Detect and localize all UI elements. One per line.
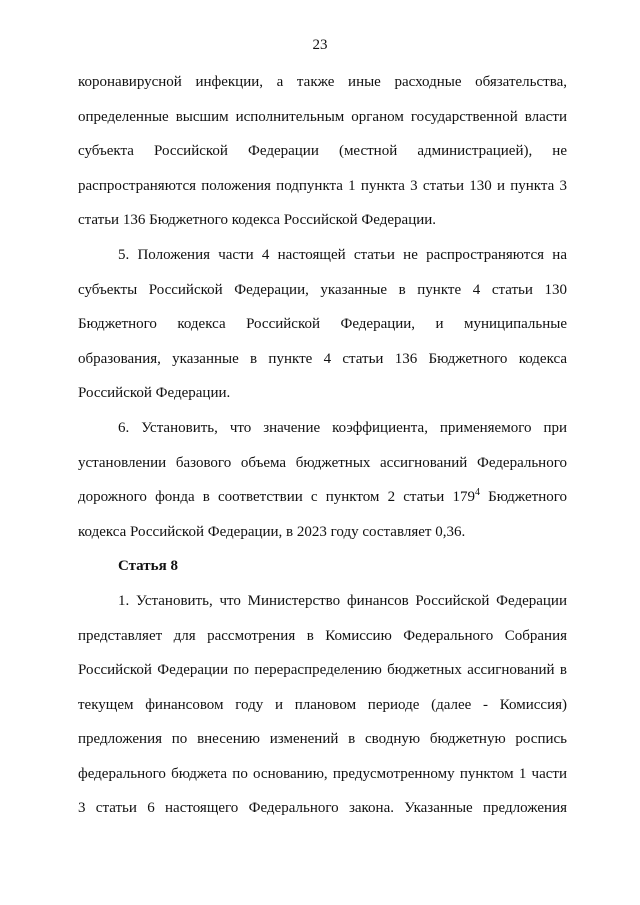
text-line: субъекта Российской Федерации (местной администрацией), не [78, 143, 567, 160]
paragraph-continuation [78, 65, 567, 238]
text-line: 3 статьи 6 настоящего Федерального закона. Указанные предложения [78, 800, 567, 817]
text-line: коронавирусной инфекции, а также иные расходные обязательства, [78, 74, 567, 90]
text-line: 1. Установить, что Министерство финансов Российской Федерации [118, 592, 567, 609]
text-line: распространяются положения подпункта 1 пункта 3 статьи 130 и пункта 3 [78, 177, 567, 194]
text-fragment: дорожного фонда в соответствии с пунктом 2 статьи 179 [78, 489, 475, 506]
text-line: предложения по внесению изменений в сводную бюджетную роспись [78, 731, 567, 748]
text-line: образования, указанные в пункте 4 статьи 136 Бюджетного кодекса [78, 350, 567, 367]
text-line: текущем финансовом году и плановом периоде (далее - Комиссия) [78, 696, 567, 713]
text-line: Российской Федерации по перераспределению бюджетных ассигнований в [78, 662, 567, 679]
text-line: кодекса Российской Федерации, в 2023 году составляет 0,36. [78, 523, 466, 540]
text-line: определенные высшим исполнительным органом государственной власти [78, 108, 567, 125]
text-line: статьи 136 Бюджетного кодекса Российской Федерации. [78, 212, 437, 229]
text-line: установлении базового объема бюджетных ассигнований Федерального [78, 454, 567, 471]
text-line: Бюджетного кодекса Российской Федерации, и муниципальные [78, 316, 567, 333]
paragraph-item-6 [78, 411, 567, 549]
text-line: субъекты Российской Федерации, указанные в пункте 4 статьи 130 [78, 281, 567, 298]
text-line: 6. Установить, что значение коэффициента, применяемого при [118, 419, 567, 436]
text-line: представляет для рассмотрения в Комиссию Федерального Собрания [78, 627, 567, 644]
paragraph-article-8-item-1 [78, 584, 567, 826]
superscript: 4 [474, 487, 480, 499]
text-line-with-superscript [78, 480, 567, 515]
text-line: Российской Федерации. [78, 385, 231, 402]
page-number: 23 [312, 37, 328, 53]
document-body [78, 65, 567, 826]
text-fragment: Бюджетного [479, 489, 567, 506]
paragraph-item-5 [78, 238, 567, 411]
article-heading: Статья 8 [118, 558, 178, 575]
text-line: федерального бюджета по основанию, предусмотренному пунктом 1 части [78, 765, 567, 782]
text-line: 5. Положения части 4 настоящей статьи не распространяются на [118, 246, 567, 263]
